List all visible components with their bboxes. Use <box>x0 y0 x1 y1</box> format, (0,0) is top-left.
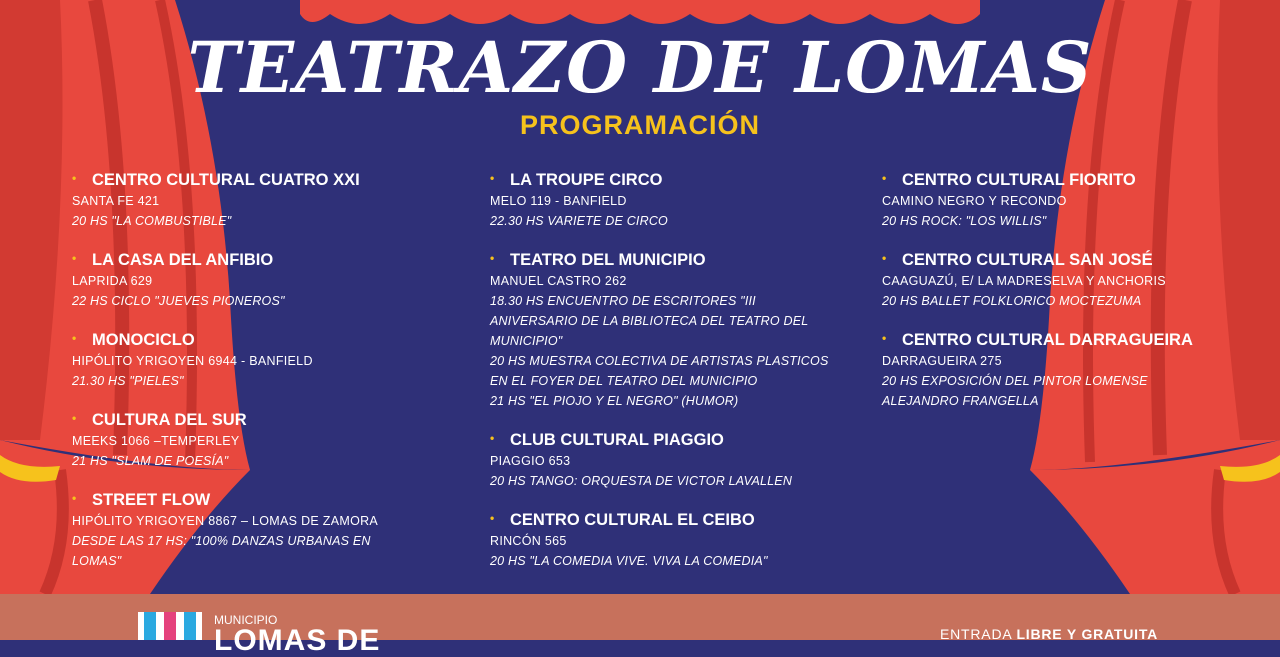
venue-event: 20 HS ROCK: "LOS WILLIS" <box>882 214 1047 228</box>
venue-item <box>882 248 1212 311</box>
venue-item <box>490 168 830 231</box>
venue-name: • STREET FLOW <box>72 488 412 512</box>
venue-event: 21.30 HS "PIELES" <box>72 374 184 388</box>
venue-name: • CENTRO CULTURAL FIORITO <box>882 168 1212 192</box>
venue-name: • LA TROUPE CIRCO <box>490 168 830 192</box>
logo-municipio-label: MUNICIPIO <box>214 613 278 627</box>
poster-subtitle: PROGRAMACIÓN <box>520 110 760 140</box>
venue-address: HIPÓLITO YRIGOYEN 6944 - BANFIELD <box>72 354 313 368</box>
venue-item <box>490 508 830 571</box>
venue-event: 20 HS MUESTRA COLECTIVA DE ARTISTAS PLASTICOS EN EL FOYER DEL TEATRO DEL MUNICIPIO <box>490 354 829 388</box>
venue-address: PIAGGIO 653 <box>490 454 571 468</box>
venue-name: • LA CASA DEL ANFIBIO <box>72 248 412 272</box>
venue-name: • CENTRO CULTURAL EL CEIBO <box>490 508 830 532</box>
venue-event: 18.30 HS ENCUENTRO DE ESCRITORES "III ANIVERSARIO DE LA BIBLIOTECA DEL TEATRO DEL MUNICIPIO" <box>490 294 809 348</box>
venue-address: SANTA FE 421 <box>72 194 160 208</box>
venue-name: • CENTRO CULTURAL SAN JOSÉ <box>882 248 1212 272</box>
venue-name: • CLUB CULTURAL PIAGGIO <box>490 428 830 452</box>
venue-item <box>72 168 412 231</box>
venue-address: CAMINO NEGRO Y RECONDO <box>882 194 1067 208</box>
venue-event: 20 HS TANGO: ORQUESTA DE VICTOR LAVALLEN <box>490 474 793 488</box>
venue-event: 20 HS "LA COMEDIA VIVE. VIVA LA COMEDIA" <box>490 554 768 568</box>
venue-name: • CENTRO CULTURAL DARRAGUEIRA <box>882 328 1212 352</box>
venue-address: MANUEL CASTRO 262 <box>490 274 627 288</box>
logo-lomas-label: LOMAS DE <box>214 624 381 657</box>
venue-event: 22.30 HS VARIETE DE CIRCO <box>490 214 668 228</box>
entrada-bold: LIBRE Y GRATUITA <box>1016 626 1159 642</box>
venue-address: CAAGUAZÚ, E/ LA MADRESELVA Y ANCHORIS <box>882 274 1166 288</box>
venue-address: MEEKS 1066 –TEMPERLEY <box>72 434 240 448</box>
venue-event: 20 HS EXPOSICIÓN DEL PINTOR LOMENSE ALEJANDRO FRANGELLA <box>882 374 1148 408</box>
venue-item <box>72 488 412 571</box>
venue-event: 20 HS BALLET FOLKLORICO MOCTEZUMA <box>882 294 1142 308</box>
program-column-1 <box>72 168 412 588</box>
venue-event: 21 HS "EL PIOJO Y EL NEGRO" (HUMOR) <box>490 394 739 408</box>
venue-item <box>490 428 830 491</box>
entrada-prefix: ENTRADA <box>940 626 1012 642</box>
venue-address: RINCÓN 565 <box>490 534 567 548</box>
venue-event: 21 HS "SLAM DE POESÍA" <box>72 454 229 468</box>
venue-address: HIPÓLITO YRIGOYEN 8867 – LOMAS DE ZAMORA <box>72 514 379 528</box>
venue-item <box>72 248 412 311</box>
venue-item <box>882 328 1212 411</box>
venue-event: 22 HS CICLO "JUEVES PIONEROS" <box>72 294 285 308</box>
venue-item <box>490 248 830 411</box>
poster-title: TEATRAZO DE LOMAS <box>187 26 1093 109</box>
venue-name: • CULTURA DEL SUR <box>72 408 412 432</box>
program-column-3 <box>882 168 1212 428</box>
venue-event: 20 HS "LA COMBUSTIBLE" <box>72 214 232 228</box>
municipio-logo-icon <box>138 612 202 640</box>
venue-address: DARRAGUEIRA 275 <box>882 354 1002 368</box>
venue-event: DESDE LAS 17 HS: "100% DANZAS URBANAS EN LOMAS" <box>72 534 371 568</box>
venue-name: • MONOCICLO <box>72 328 412 352</box>
entrada-notice <box>940 626 1158 642</box>
venue-name: • CENTRO CULTURAL CUATRO XXI <box>72 168 412 192</box>
venue-address: LAPRIDA 629 <box>72 274 153 288</box>
venue-name: • TEATRO DEL MUNICIPIO <box>490 248 830 272</box>
program-column-2 <box>490 168 830 588</box>
venue-item <box>72 328 412 391</box>
venue-item <box>882 168 1212 231</box>
venue-item <box>72 408 412 471</box>
venue-address: MELO 119 - BANFIELD <box>490 194 627 208</box>
